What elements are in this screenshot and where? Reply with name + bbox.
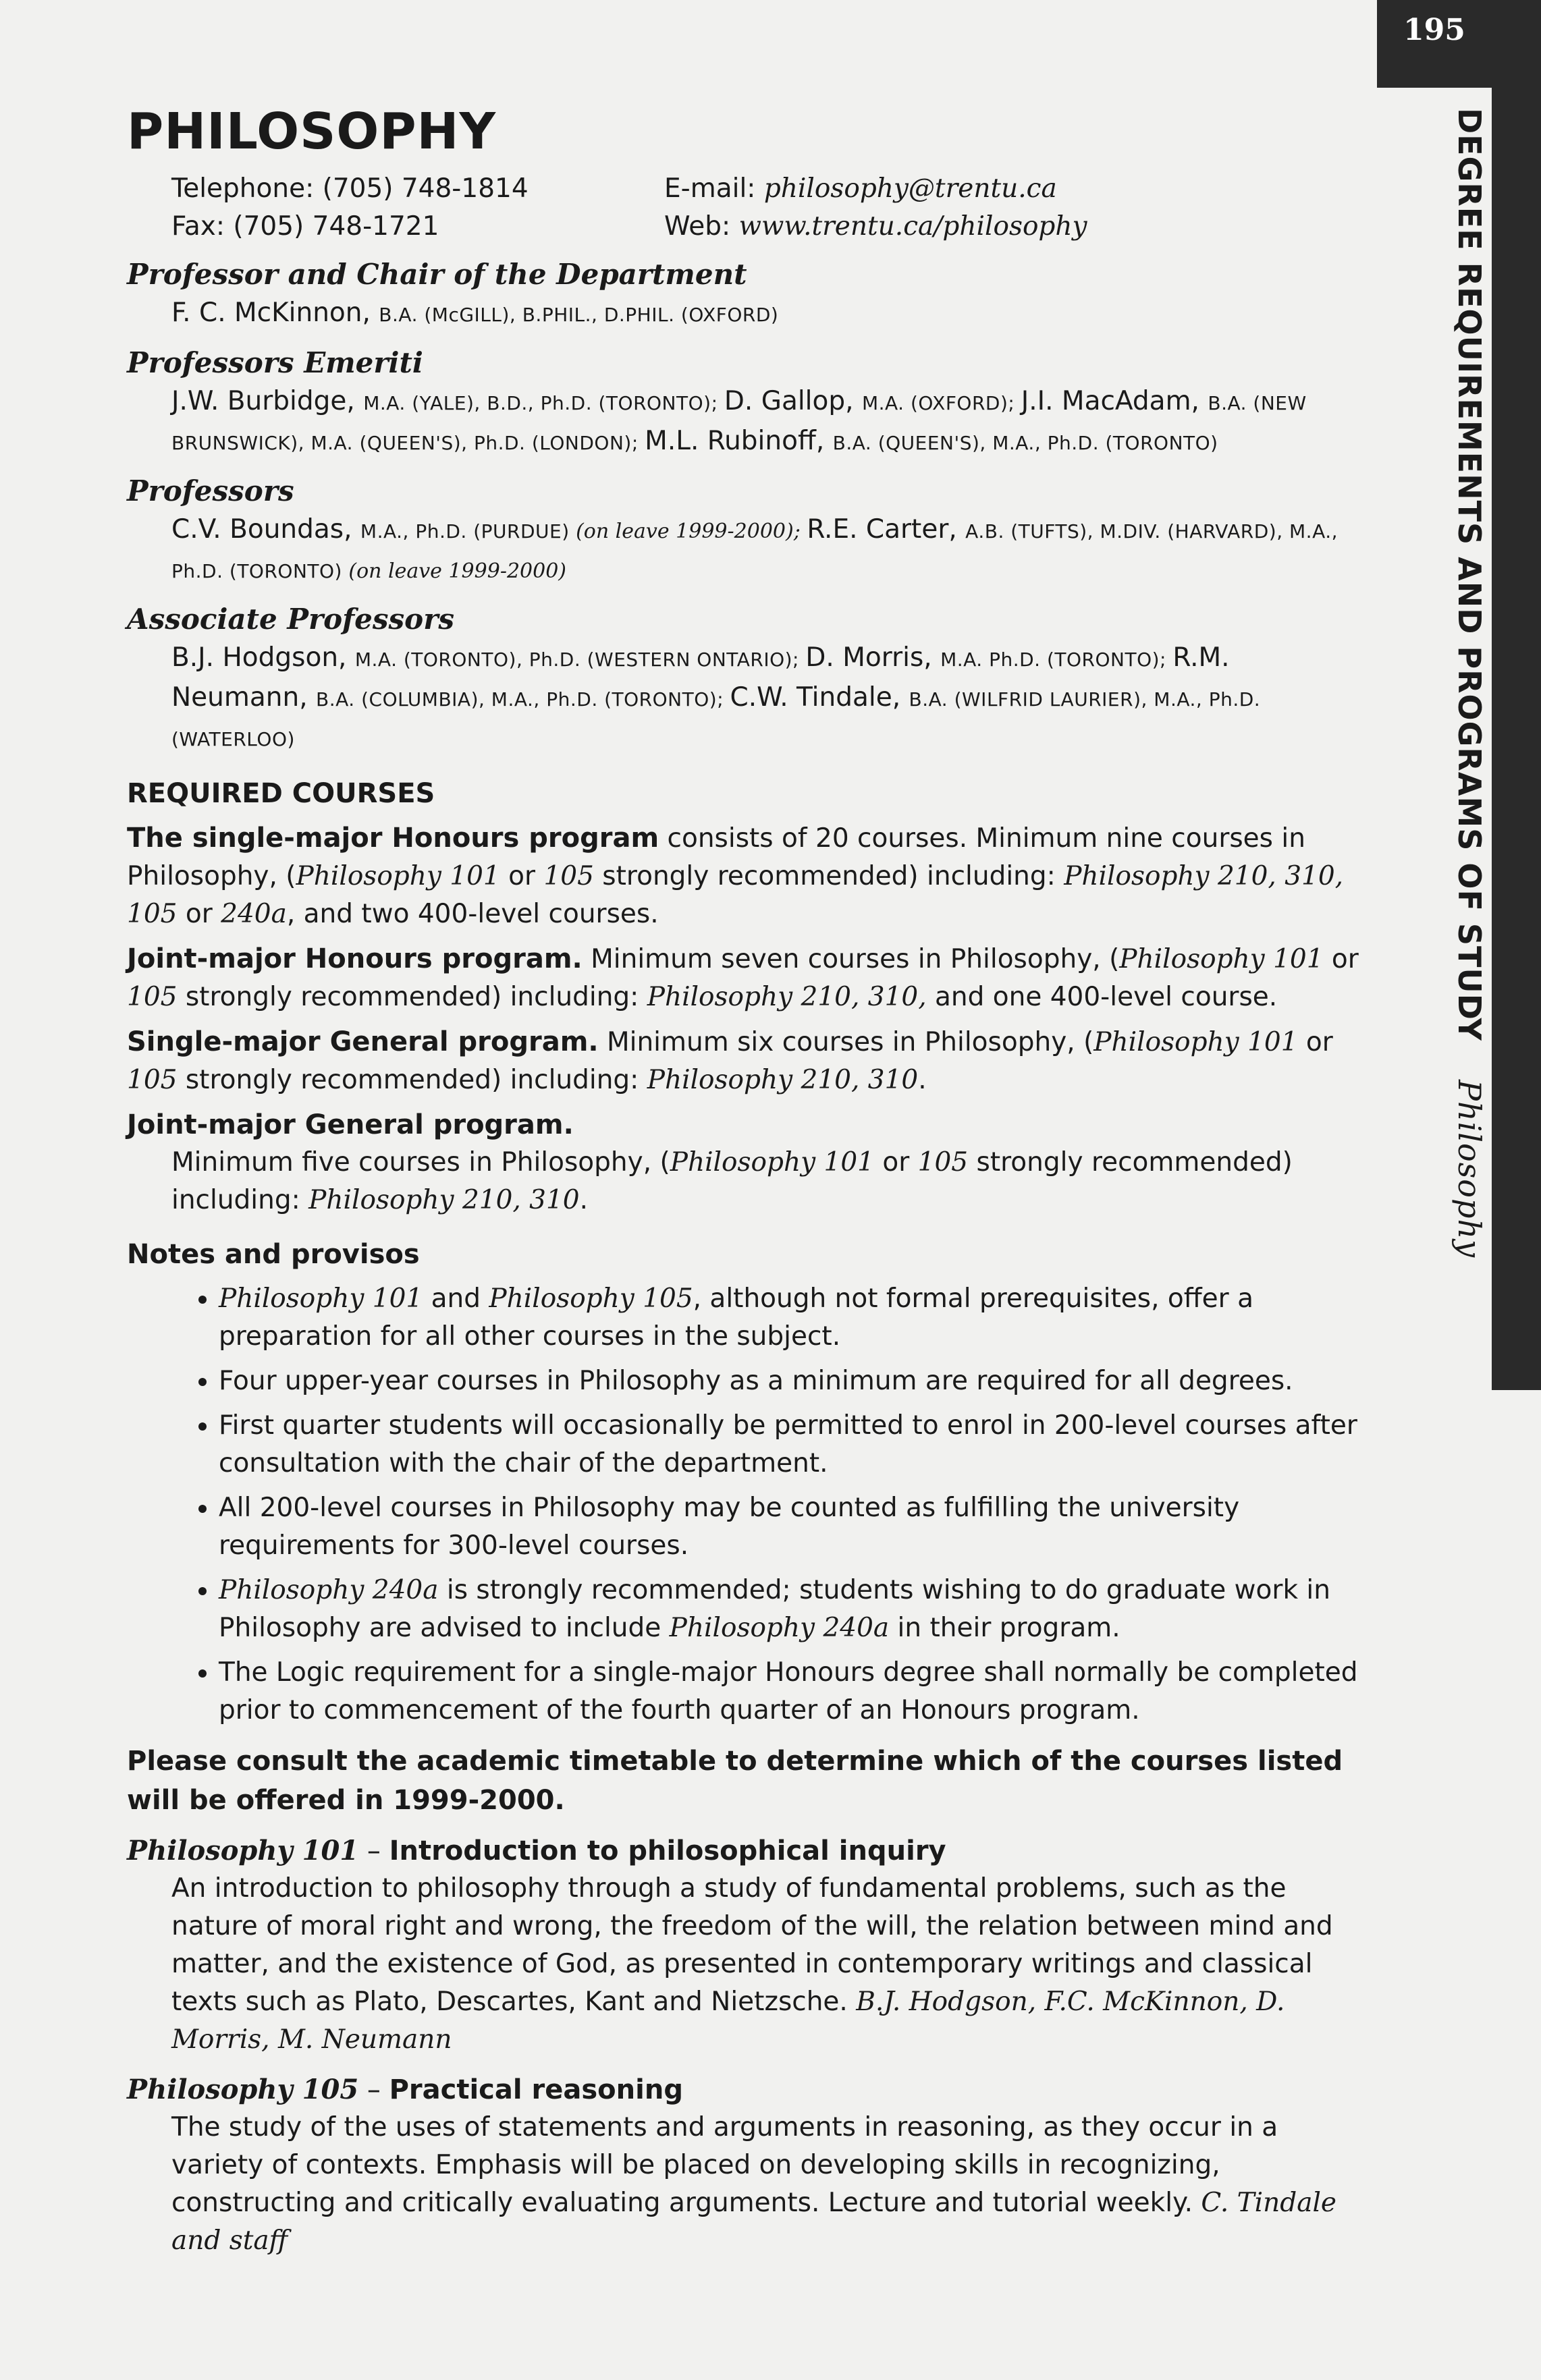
program-text: and one 400-level course. [926,982,1278,1012]
section-title: DEGREE REQUIREMENTS AND PROGRAMS OF STUDY [1451,108,1488,1041]
program-body [171,1144,1369,1219]
program-text: consists of 20 courses. Minimum nine courses in Philosophy, ( [127,823,1305,891]
faculty-name: C.V. Boundas, [171,514,360,545]
course-ref: 105 [543,861,594,891]
course-ref: Philosophy 101 [1093,1027,1298,1057]
faculty-name: C.W. Tindale, [730,682,909,713]
course-number: Philosophy 105 [127,2074,359,2105]
leave-note: (on leave 1999-2000); [576,520,807,543]
course-ref: Philosophy 210, 310 [308,1185,580,1215]
instructors: B.J. Hodgson, F.C. McKinnon, D. Morris, M. Neumann [171,1987,1285,2055]
faculty-name: J.W. Burbidge, [171,386,364,416]
course-ref: Philosophy 101 [670,1147,874,1178]
web-label: Web: [664,211,739,242]
chair-list [171,294,1369,334]
faculty-credentials: B.A. (McGILL), B.PHIL., D.PHIL. (OXFORD) [379,304,779,326]
faculty-credentials: B.A. (QUEEN'S), M.A., Ph.D. (TORONTO) [832,432,1218,454]
course-ref: Philosophy 240a [219,1575,439,1605]
course-ref: Philosophy 105 [489,1283,693,1314]
course-ref: Philosophy 210, 310, [647,982,927,1012]
faculty-name: M.L. Rubinoff, [645,426,833,456]
description-text: The study of the uses of statements and arguments in reasoning, as they occur in a variety of contexts. Emphasis will be placed on developing skills in recognizing, constructing and critically evaluating arguments. Lecture and tutorial weekly. [171,2112,1278,2218]
emeriti-list [171,383,1369,462]
course-ref: Philosophy 101 [219,1283,423,1314]
note-text: is strongly recommended; students wishing to do graduate work in Philosophy are advised to include [219,1575,1330,1643]
program-joint-general [127,1106,1369,1219]
course-dash: – [358,2074,389,2105]
program-label: Joint-major General program. [127,1109,574,1140]
program-text: , and two 400-level courses. [286,899,659,929]
program-text: . [918,1065,927,1095]
course-ref: 105 [127,982,178,1012]
web-address[interactable]: www.trentu.ca/philosophy [738,211,1087,242]
course-description [171,2109,1369,2260]
program-text: strongly recommended) including: [177,982,647,1012]
timetable-notice: Please consult the academic timetable to determine which of the courses listed will be offered in 1999-2000. [127,1746,1343,1816]
program-single-honours [127,819,1369,933]
section-subtitle: Philosophy [1451,1079,1488,1258]
faculty-name: B.J. Hodgson, [171,642,355,673]
faculty-credentials: A.B. (TUFTS), M.DIV. (HARVARD), M.A., Ph.D. (TORONTO) [171,520,1339,582]
course-name: Introduction to philosophical inquiry [389,1835,946,1866]
email-line [664,170,1339,208]
program-label: The single-major Honours program [127,823,659,854]
program-text: or [499,861,544,891]
professors-list [171,511,1369,590]
faculty-credentials: M.A. Ph.D. (TORONTO); [940,648,1173,671]
professors-heading: Professors [127,474,294,507]
program-text: . [579,1185,589,1215]
note-text: Four upper-year courses in Philosophy as a minimum are required for all degrees. [219,1366,1293,1396]
course-ref: Philosophy 210, 310, 105 [127,861,1344,929]
list-item [219,1407,1369,1483]
faculty-name: R.M. Neumann, [171,642,1230,713]
course-dash: – [358,1835,389,1866]
telephone: Telephone: (705) 748-1814 [171,173,529,204]
email-address[interactable]: philosophy@trentu.ca [763,173,1057,204]
program-text: or [177,899,221,929]
page-title: PHILOSOPHY [127,103,497,161]
contact-info [171,170,1369,246]
list-item [219,1489,1369,1565]
faculty-name: R.E. Carter, [807,514,966,545]
program-text: or [1297,1027,1333,1057]
associate-heading: Associate Professors [127,603,454,636]
course-ref: Philosophy 210, 310 [647,1065,919,1095]
list-item [219,1362,1369,1400]
faculty-name: J.I. MacAdam, [1021,386,1208,416]
course-heading [127,2071,1369,2109]
program-text: Minimum five courses in Philosophy, ( [171,1147,670,1178]
faculty-credentials: B.A. (COLUMBIA), M.A., Ph.D. (TORONTO); [316,688,730,711]
course-ref: 105 [917,1147,969,1178]
program-text: strongly recommended) including: [593,861,1064,891]
course-ref: Philosophy 101 [296,861,500,891]
faculty-name: F. C. McKinnon, [171,298,379,328]
faculty-name: D. Morris, [805,642,941,673]
program-joint-honours [127,940,1369,1016]
faculty-credentials: M.A. (TORONTO), Ph.D. (WESTERN ONTARIO); [354,648,806,671]
section-vertical-label [1451,108,1488,1258]
list-item [219,1572,1369,1647]
faculty-name: D. Gallop, [724,386,862,416]
program-text: or [1323,944,1359,974]
page-content [127,101,1369,2260]
faculty-credentials: B.A. (WILFRID LAURIER), M.A., Ph.D. (WATERLOO) [171,688,1261,750]
emeriti-heading: Professors Emeriti [127,346,423,379]
leave-note: (on leave 1999-2000) [348,559,567,583]
program-single-general [127,1023,1369,1099]
associate-list [171,639,1369,758]
notes-heading: Notes and provisos [127,1239,420,1270]
course-description [171,1870,1369,2059]
course-number: Philosophy 101 [127,1835,359,1866]
course-ref: Philosophy 240a [669,1613,890,1643]
course-name: Practical reasoning [389,2074,683,2105]
section-sidebar-bar [1492,0,1541,1390]
faculty-credentials: B.A. (NEW BRUNSWICK), M.A. (QUEEN'S), Ph.D. (LONDON); [171,392,1307,454]
program-label: Joint-major Honours program. [127,943,583,974]
notes-list [127,1280,1369,1729]
note-text: First quarter students will occasionally be permitted to enrol in 200-level courses after consultation with the chair of the department. [219,1410,1357,1478]
program-text: Minimum seven courses in Philosophy, ( [582,944,1120,974]
program-text: or [873,1147,918,1178]
list-item [219,1654,1369,1729]
fax: Fax: (705) 748-1721 [171,211,439,242]
email-label: E-mail: [664,173,764,204]
required-courses-heading: REQUIRED COURSES [127,778,435,809]
page-number: 195 [1377,0,1492,88]
chair-heading: Professor and Chair of the Department [127,258,747,291]
program-text: Minimum six courses in Philosophy, ( [598,1027,1094,1057]
faculty-credentials: M.A., Ph.D. (PURDUE) [360,520,576,543]
note-text: All 200-level courses in Philosophy may be counted as fulfilling the university requirements for 300-level courses. [219,1493,1240,1561]
course-ref: Philosophy 101 [1119,944,1324,974]
note-text: in their program. [889,1613,1120,1643]
course-heading [127,1832,1369,1870]
program-text: strongly recommended) including: [171,1147,1293,1215]
note-text: The Logic requirement for a single-major Honours degree shall normally be completed prior to commencement of the fourth quarter of an Honours program. [219,1657,1358,1725]
faculty-credentials: M.A. (OXFORD); [861,392,1021,414]
course-ref: 105 [127,1065,178,1095]
course-ref: 240a [221,899,287,929]
note-text: and [423,1283,489,1314]
note-text: , although not formal prerequisites, offer a preparation for all other courses in the subject. [219,1283,1253,1352]
program-label: Single-major General program. [127,1026,599,1057]
faculty-credentials: M.A. (YALE), B.D., Ph.D. (TORONTO); [363,392,724,414]
web-line [664,208,1339,246]
list-item [219,1280,1369,1356]
program-text: strongly recommended) including: [177,1065,647,1095]
instructors: C. Tindale and staff [171,2188,1337,2256]
description-text: An introduction to philosophy through a study of fundamental problems, such as the nature of moral right and wrong, the freedom of the will, the relation between mind and matter, and the existence of God, as presented in contemporary writings and classical texts such as Plato, Descartes, Kant and Nietzsche. [171,1873,1333,2017]
